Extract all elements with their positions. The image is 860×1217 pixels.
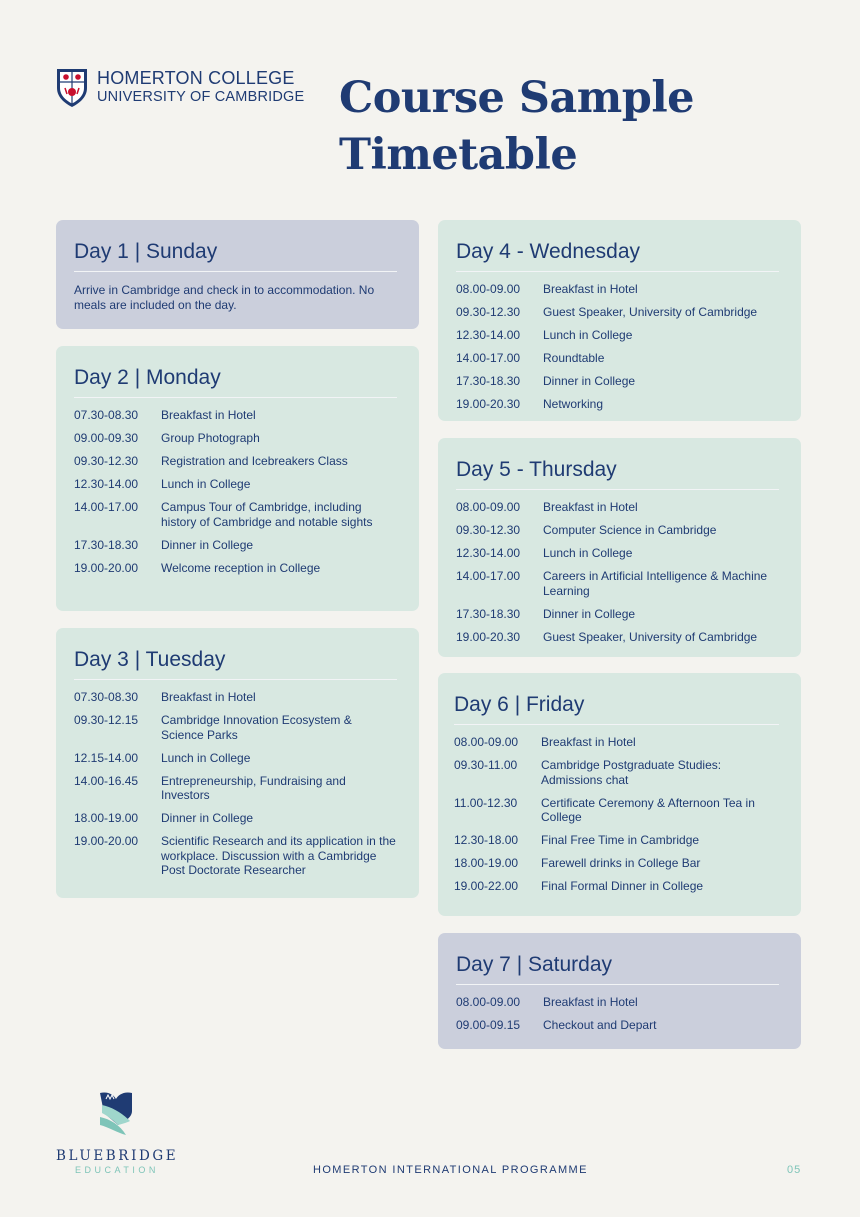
day-7-title: Day 7 | Saturday xyxy=(456,949,779,985)
schedule-row xyxy=(456,305,779,320)
activity: Guest Speaker, University of Cambridge xyxy=(543,629,758,644)
time-slot: 09.30-12.30 xyxy=(456,305,521,319)
schedule-row xyxy=(456,607,779,622)
page-number: 05 xyxy=(787,1164,802,1176)
college-logo xyxy=(56,68,304,108)
schedule-row xyxy=(456,500,779,515)
activity: Breakfast in Hotel xyxy=(543,995,638,1009)
time-slot: 08.00-09.00 xyxy=(454,735,519,749)
day-6-card xyxy=(438,673,801,916)
time-slot: 09.30-12.30 xyxy=(74,454,139,468)
activity: Lunch in College xyxy=(543,546,633,560)
activity: Dinner in College xyxy=(161,811,254,825)
programme-name: HOMERTON INTERNATIONAL PROGRAMME xyxy=(313,1164,588,1176)
activity: Certificate Ceremony & Afternoon Tea in College xyxy=(541,795,755,824)
schedule-row xyxy=(74,713,397,742)
time-slot: 09.30-11.00 xyxy=(454,758,518,772)
time-slot: 08.00-09.00 xyxy=(456,282,521,296)
time-slot: 12.15-14.00 xyxy=(74,750,139,765)
time-slot: 12.30-18.00 xyxy=(454,833,519,847)
day-7-card xyxy=(438,933,801,1049)
time-slot: 17.30-18.30 xyxy=(456,374,521,388)
schedule-row xyxy=(456,397,779,412)
activity: Guest Speaker, University of Cambridge xyxy=(543,305,758,319)
day-1-note: Arrive in Cambridge and check in to accommodation. No meals are included on the day. xyxy=(74,283,375,312)
schedule-row xyxy=(74,477,397,492)
day-4-card xyxy=(438,220,801,421)
schedule-row xyxy=(454,758,779,787)
schedule-row xyxy=(74,454,397,469)
activity: Lunch in College xyxy=(543,328,633,342)
day-1-title: Day 1 | Sunday xyxy=(74,236,397,272)
time-slot: 18.00-19.00 xyxy=(74,811,139,825)
activity: Welcome reception in College xyxy=(161,560,321,575)
activity: Lunch in College xyxy=(161,750,251,765)
time-slot: 19.00-20.30 xyxy=(456,629,521,644)
time-slot: 09.30-12.30 xyxy=(456,523,521,537)
day-2-card xyxy=(56,346,419,611)
schedule-row xyxy=(454,879,779,894)
time-slot: 19.00-20.00 xyxy=(74,834,139,848)
activity: Scientific Research and its application in the workplace. Discussion with a Cambridge Post Doctorate Researcher xyxy=(161,834,396,877)
schedule-row xyxy=(74,431,397,446)
day-1-card xyxy=(56,220,419,329)
time-slot: 19.00-20.00 xyxy=(74,560,139,575)
schedule-row xyxy=(456,1018,779,1033)
time-slot: 08.00-09.00 xyxy=(456,995,521,1009)
page-title-line-1: Course Sample xyxy=(339,73,695,123)
activity: Careers in Artificial Intelligence & Machine Learning xyxy=(543,569,768,598)
day-5-title: Day 5 - Thursday xyxy=(456,454,779,490)
activity: Cambridge Innovation Ecosystem & Science Parks xyxy=(161,713,352,742)
activity: Cambridge Postgraduate Studies: Admissions chat xyxy=(541,758,722,787)
schedule-row xyxy=(456,995,779,1010)
activity: Campus Tour of Cambridge, including history of Cambridge and notable sights xyxy=(161,500,373,529)
activity: Registration and Icebreakers Class xyxy=(161,454,348,468)
activity: Farewell drinks in College Bar xyxy=(541,856,701,870)
schedule-row xyxy=(454,833,779,848)
bluebridge-shield-icon xyxy=(96,1091,136,1139)
schedule-row xyxy=(454,796,779,825)
activity: Computer Science in Cambridge xyxy=(543,523,717,537)
activity: Breakfast in Hotel xyxy=(161,408,256,422)
schedule-row xyxy=(454,856,779,871)
schedule-row xyxy=(74,751,397,766)
day-3-title: Day 3 | Tuesday xyxy=(74,644,397,680)
schedule-row xyxy=(74,811,397,826)
page-title-line-2: Timetable xyxy=(339,130,578,180)
time-slot: 12.30-14.00 xyxy=(456,546,521,560)
schedule-row xyxy=(456,374,779,389)
schedule-row xyxy=(456,523,779,538)
time-slot: 12.30-14.00 xyxy=(456,328,521,342)
schedule-row xyxy=(74,690,397,705)
schedule-row xyxy=(456,351,779,366)
college-subtitle: UNIVERSITY OF CAMBRIDGE xyxy=(97,89,305,105)
activity: Breakfast in Hotel xyxy=(541,735,636,749)
day-5-card xyxy=(438,438,801,657)
schedule-row xyxy=(456,630,779,645)
activity: Breakfast in Hotel xyxy=(543,500,638,514)
page-title xyxy=(339,70,694,184)
activity: Entrepreneurship, Fundraising and Investors xyxy=(161,773,346,802)
schedule-row xyxy=(74,834,397,878)
day-2-title: Day 2 | Monday xyxy=(74,362,397,398)
time-slot: 09.00-09.30 xyxy=(74,431,139,445)
time-slot: 12.30-14.00 xyxy=(74,477,139,491)
activity: Final Formal Dinner in College xyxy=(541,879,704,893)
schedule-row xyxy=(456,328,779,343)
activity: Roundtable xyxy=(543,351,605,365)
time-slot: 11.00-12.30 xyxy=(454,795,518,810)
activity: Breakfast in Hotel xyxy=(543,282,638,296)
activity: Dinner in College xyxy=(543,374,636,388)
day-3-card xyxy=(56,628,419,898)
time-slot: 07.30-08.30 xyxy=(74,690,139,704)
schedule-row xyxy=(74,538,397,553)
brand-subtitle: EDUCATION xyxy=(75,1165,159,1175)
activity: Dinner in College xyxy=(543,606,636,621)
schedule-row xyxy=(74,408,397,423)
time-slot: 19.00-20.30 xyxy=(456,397,521,411)
schedule-row xyxy=(456,282,779,297)
schedule-row xyxy=(74,500,397,529)
day-4-title: Day 4 - Wednesday xyxy=(456,236,779,272)
schedule-row xyxy=(454,735,779,750)
activity: Dinner in College xyxy=(161,537,254,552)
time-slot: 18.00-19.00 xyxy=(454,856,519,870)
time-slot: 07.30-08.30 xyxy=(74,408,139,422)
brand-name: BLUEBRIDGE xyxy=(56,1148,179,1164)
schedule-row xyxy=(74,561,397,576)
activity: Checkout and Depart xyxy=(543,1018,657,1032)
college-name: HOMERTON COLLEGE xyxy=(97,68,295,88)
time-slot: 14.00-17.00 xyxy=(456,351,521,365)
schedule-row xyxy=(456,546,779,561)
time-slot: 09.00-09.15 xyxy=(456,1018,521,1032)
day-6-title: Day 6 | Friday xyxy=(454,689,779,725)
time-slot: 19.00-22.00 xyxy=(454,879,519,893)
time-slot: 17.30-18.30 xyxy=(74,537,139,552)
time-slot: 14.00-17.00 xyxy=(74,500,139,514)
time-slot: 17.30-18.30 xyxy=(456,606,521,621)
college-crest-icon xyxy=(56,68,88,108)
activity: Final Free Time in Cambridge xyxy=(541,833,700,847)
time-slot: 14.00-16.45 xyxy=(74,773,139,788)
time-slot: 08.00-09.00 xyxy=(456,500,521,514)
schedule-row xyxy=(74,774,397,803)
activity: Networking xyxy=(543,397,604,411)
time-slot: 09.30-12.15 xyxy=(74,713,139,727)
activity: Lunch in College xyxy=(161,477,251,491)
time-slot: 14.00-17.00 xyxy=(456,569,521,583)
activity: Breakfast in Hotel xyxy=(161,690,256,704)
activity: Group Photograph xyxy=(161,431,260,445)
schedule-row xyxy=(456,569,779,598)
